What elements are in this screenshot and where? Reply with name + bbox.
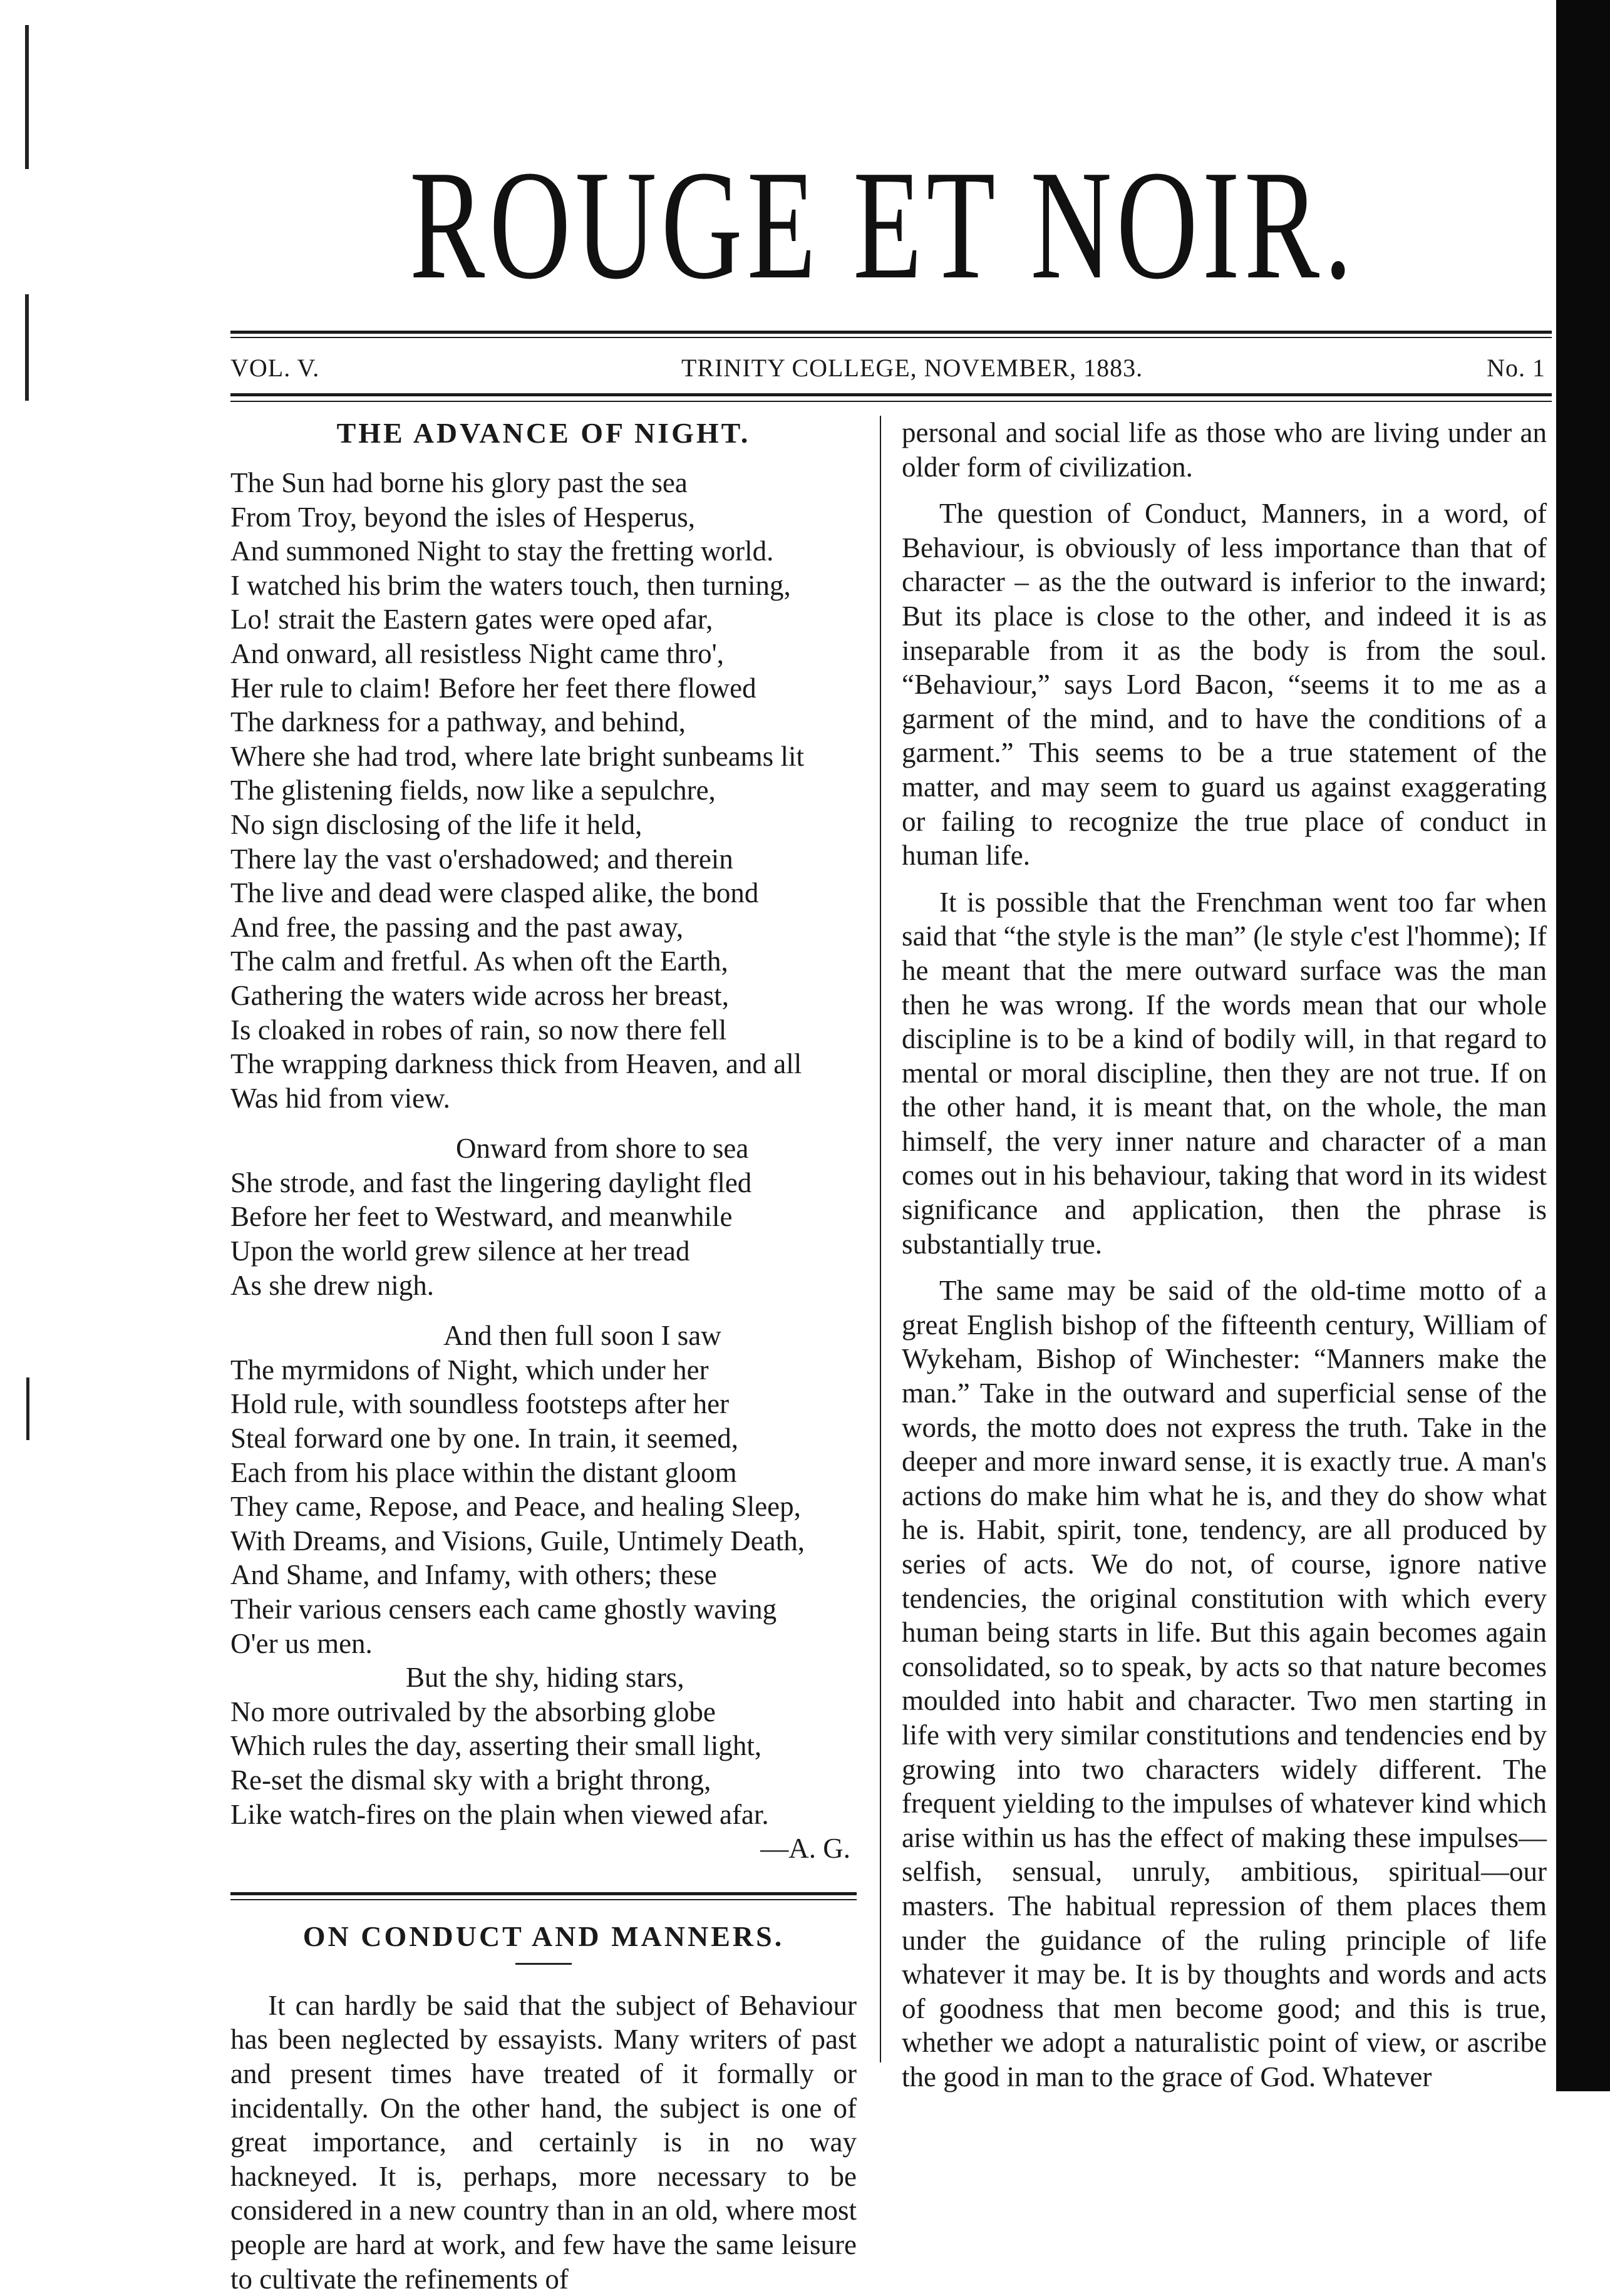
poem-line: From Troy, beyond the isles of Hesperus,: [230, 501, 696, 533]
poem-line: No sign disclosing of the life it held,: [230, 808, 642, 840]
masthead-block: [225, 131, 1415, 319]
margin-mark: [25, 294, 29, 401]
poem-line: Was hid from view.: [230, 1082, 450, 1114]
poem-line: And summoned Night to stay the fretting world.: [230, 535, 774, 567]
poem-line: The wrapping darkness thick from Heaven, and all: [230, 1048, 802, 1080]
poem-line: Upon the world grew silence at her tread: [230, 1235, 690, 1267]
poem-line: O'er us men.: [230, 1627, 373, 1659]
essay-paragraph: It can hardly be said that the subject of Behaviour has been neglected by essayists. Many writers of past and present times have treated of it formally or incidentally. On the other hand, the subject is one of great importance, and certainly is in no way hackneyed. It is, perhaps, more necessary to be considered in a new country than in an old, where most people are hard at work, and few have the same leisure to cultivate the refinements of: [230, 1989, 857, 2295]
poem-stanza-opening: But the shy, hiding stars,: [406, 1662, 684, 1694]
scan-edge-shadow: [1556, 0, 1610, 2091]
poem-line: The glistening fields, now like a sepulchre,: [230, 775, 716, 806]
issue-place-date: TRINITY COLLEGE, NOVEMBER, 1883.: [681, 354, 1143, 382]
poem-line: Is cloaked in robes of rain, so now there fell: [230, 1014, 727, 1046]
poem-line: The Sun had borne his glory past the sea: [230, 467, 688, 498]
poem-line: With Dreams, and Visions, Guile, Untimely Death,: [230, 1525, 805, 1557]
header-rule-bottom: [230, 393, 1552, 396]
poem-line: The calm and fretful. As when oft the Earth,: [230, 945, 728, 977]
poem-line: I watched his brim the waters touch, then turning,: [230, 569, 791, 601]
title-rule: [515, 1963, 572, 1965]
poem-line: Lo! strait the Eastern gates were oped afar,: [230, 604, 713, 636]
issue-volume: VOL. V.: [230, 354, 320, 382]
poem-stanza-opening: And then full soon I saw: [443, 1320, 721, 1352]
divider-thin: [230, 1899, 857, 1900]
section-divider: [230, 1892, 857, 1900]
masthead-title: ROUGE ET NOIR.: [410, 138, 1357, 312]
poem-line: Each from his place within the distant gloom: [230, 1456, 737, 1488]
issue-line: [230, 351, 1545, 386]
header-rule-top-thin: [230, 337, 1552, 338]
poem-line: She strode, and fast the lingering daylight fled: [230, 1166, 752, 1198]
essay-paragraph: The same may be said of the old-time motto of a great English bishop of the fifteenth century, William of Wykeham, Bishop of Winchester: “Manners make the man.” Take in the outward and superficial sense of the words, the motto does not express the truth. Take in the deeper and more inward sense, it is exactly true. A man's actions do make him what he is, and they do show what he is. Habit, spirit, tone, tendency, are all produced by series of acts. We do not, of course, ignore native tendencies, the original constitution with which every human being starts in life. But this again becomes again consolidated, so to speak, by acts so that nature becomes moulded into habit and character. Two men starting in life with very similar constitutions and tendencies end by growing into two characters widely different. The frequent yielding to the impulses of whatever kind which arise within us has the effect of making these impulses—selfish, sensual, unruly, ambitious, spiritual—our masters. The habitual repression of them places them under the guidance of the ruling principle of life whatever it may be. It is by thoughts and words and acts of goodness that men become good; and this is true, whether we adopt a naturalistic point of view, or ascribe the good in man to the grace of God. Whatever: [902, 1275, 1547, 2093]
poem-line: Hold rule, with soundless footsteps after her: [230, 1388, 730, 1420]
poem-line: Their various censers each came ghostly waving: [230, 1593, 777, 1625]
poem-line: And onward, all resistless Night came thro',: [230, 637, 724, 669]
poem-line: Which rules the day, asserting their small light,: [230, 1730, 762, 1762]
poem-signature: —A. G.: [760, 1833, 850, 1865]
poem-line: The live and dead were clasped alike, the bond: [230, 877, 759, 909]
essay-title: ON CONDUCT AND MANNERS.: [302, 1920, 785, 1952]
poem-line: Re-set the dismal sky with a bright throng,: [230, 1764, 711, 1796]
poem-line: Steal forward one by one. In train, it seemed,: [230, 1423, 738, 1454]
poem-title: THE ADVANCE OF NIGHT.: [336, 417, 751, 449]
poem-body: [230, 466, 857, 1866]
poem-line: Before her feet to Westward, and meanwhile: [230, 1201, 733, 1233]
header-rule-top: [230, 331, 1552, 334]
poem-line: And Shame, and Infamy, with others; these: [230, 1559, 717, 1591]
header-rule-bottom-thin: [230, 401, 1552, 402]
poem-line: They came, Repose, and Peace, and healing Sleep,: [230, 1491, 801, 1523]
poem-line: The darkness for a pathway, and behind,: [230, 706, 686, 738]
poem-line: As she drew nigh.: [230, 1269, 434, 1301]
issue-number: No. 1: [1487, 354, 1545, 382]
essay-paragraph: The question of Conduct, Manners, in a word, of Behaviour, is obviously of less importance than that of character – as the the outward is inferior to the inward; But its place is close to the other, and indeed it is as inseparable from it as the body is from the soul. “Behaviour,” says Lord Bacon, “seems it to me as a garment of the mind, and to have the conditions of a garment.” This seems to be a true statement of the matter, and may seem to guard us against exaggerating or failing to recognize the true place of conduct in human life.: [902, 498, 1547, 872]
margin-mark: [26, 1377, 29, 1440]
margin-mark: [25, 25, 29, 169]
essay-paragraph: It is possible that the Frenchman went too far when said that “the style is the man” (le style c'est l'homme); If he meant that the mere outward surface was the man then he was wrong. If the words mean that our whole discipline is to be a kind of bodily will, in that regard to mental or moral discipline, then they are not true. If on the other hand, it is meant that, on the whole, the man himself, the very inner nature and character of a man comes out in his behaviour, taking that word in its widest significance and application, then the phrase is substantially true.: [902, 886, 1547, 1260]
poem-stanza-opening: Onward from shore to sea: [456, 1133, 749, 1165]
poem-line: And free, the passing and the past away,: [230, 911, 684, 943]
poem-line: No more outrivaled by the absorbing globe: [230, 1696, 716, 1727]
poem-line: Her rule to claim! Before her feet there flowed: [230, 672, 756, 704]
poem-line: Gathering the waters wide across her breast,: [230, 979, 729, 1011]
poem-line: Like watch-fires on the plain when viewed afar.: [230, 1798, 769, 1830]
divider-thick: [230, 1892, 857, 1895]
right-column: [902, 416, 1547, 2094]
essay-paragraph-continued: personal and social life as those who are living under an older form of civilization.: [902, 417, 1547, 483]
column-divider: [880, 416, 881, 2062]
left-column: [230, 416, 857, 2296]
poem-line: There lay the vast o'ershadowed; and therein: [230, 843, 733, 875]
poem-line: Where she had trod, where late bright sunbeams lit: [230, 740, 804, 772]
poem-line: The myrmidons of Night, which under her: [230, 1354, 709, 1386]
